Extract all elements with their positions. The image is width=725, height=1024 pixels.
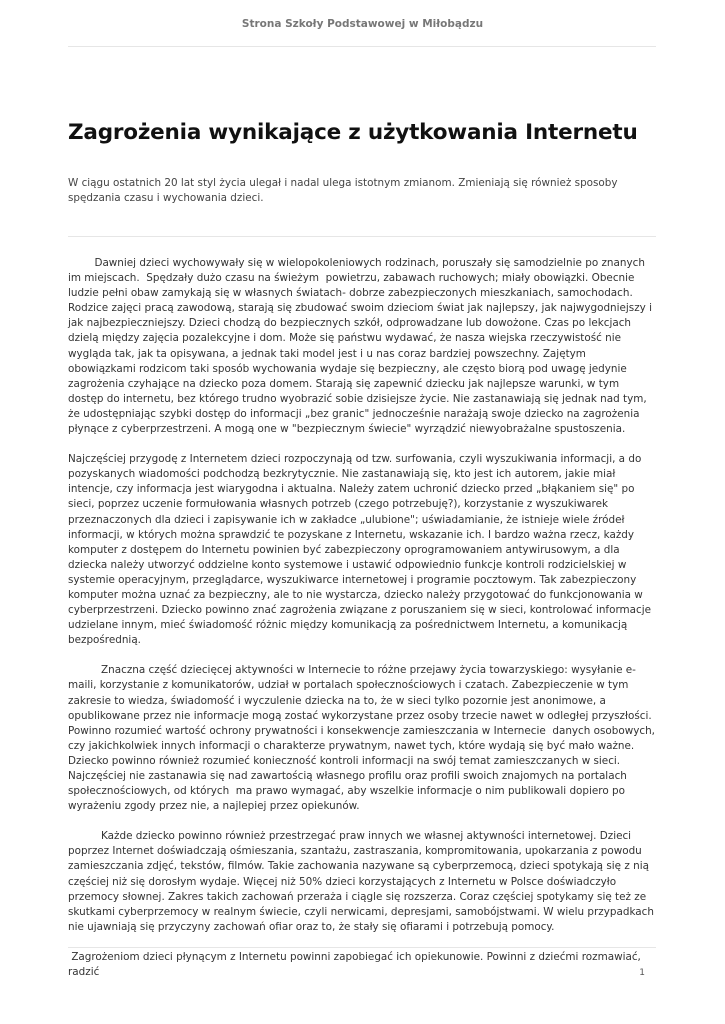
article-intro: W ciągu ostatnich 20 lat styl życia ulegał i nadal ulega istotnym zmianom. Zmieniają się również sposoby spędzania czasu i wychowania dzieci. [68,177,618,204]
intro-divider [68,236,656,237]
body-paragraph: Zagrożeniom dzieci płynącym z Internetu powinni zapobiegać ich opiekunowie. Powinni z dziećmi rozmawiać, radzić [68,950,645,979]
page-title: Zagrożenia wynikające z użytkowania Internetu [68,120,638,145]
body-paragraph: Najczęściej przygodę z Internetem dzieci rozpoczynają od tzw. surfowania, czyli wyszukiwania informacji, a do pozyskanych wiadomości podchodzą bezkrytycznie. Nie zastanawiają się, kto jest ich autorem, jakie miał intencje, czy informacja jest wiarygodna i aktualna. Należy zatem uchronić dziecko przed „błąkaniem się" po sieci, poprzez uczenie formułowania własnych potrzeb (czego potrzebuję?), korzystanie z wyszukiwarek przeznaczonych dla dzieci i zapisywanie ich w zakładce „ulubione"; uświadamianie, że istnieje wiele źródeł informacji, w których można sprawdzić te pozyskane z Internetu, wskazanie ich. I bardzo ważna rzecz, każdy komputer z dostępem do Internetu powinien być zabezpieczony oprogramowaniem antywirusowym, a dla dziecka należy utworzyć oddzielne konto systemowe i ustawić odpowiednio funkcje kontroli rodzicielskiej w systemie operacyjnym, przeglądarce, wyszukiwarce internetowej i programie pocztowym. Tak zabezpieczony komputer można uznać za bezpieczny, ale to nie wystarcza, dziecko należy przygotować do funkcjonowania w cyberprzestrzeni. Dziecko powinno znać zagrożenia związane z poruszaniem się w sieci, kontrolować informacje udzielane innym, mieć świadomość różnic między komunikacją za pośrednictwem Internetu, a komunikacją bezpośrednią. [68,453,652,647]
body-paragraph: Każde dziecko powinno również przestrzegać praw innych we własnej aktywności internetowej. Dzieci poprzez Internet doświadczają ośmieszania, szantażu, zastraszania, kompromitowania, upokarzania z powodu zamieszczania zdjęć, tekstów, filmów. Takie zachowania nazywane są cyberprzemocą, dzieci spotykają się z nią częściej niż się dorosłym wydaje. Więcej niż 50% dzieci korzystających z Internetu w Polsce doświadczyło przemocy słownej. Zakres takich zachowań przeraża i ciągle się rozszerza. Coraz częściej spotykamy się też ze skutkami cyberprzemocy w realnym świecie, czyli nerwicami, depresjami, samobójstwami. W wielu przypadkach nie ujawniają się przyczyny zachowań ofiar oraz to, że stały się ofiarami i potrzebują pomocy. [68,830,658,933]
body-paragraph: Dawniej dzieci wychowywały się w wielopokoleniowych rodzinach, poruszały się samodzielnie po znanych im miejscach. Spędzały dużo czasu na świeżym powietrzu, zabawach ruchowych; miały obowiązki. Obecnie ludzie pełni obaw zamykają się w własnych światach- dobrze zabezpieczonych mieszkaniach, samochodach. Rodzice zajęci pracą zawodową, starają się zbudować swoim dzieciom świat jak najlepszy, jak najwygodniejszy i jak najbezpieczniejszy. Dzieci chodzą do bezpiecznych szkół, odprowadzane lub dowożone. Czas po lekcjach dzielą między zajęcia pozalekcyjne i dom. Może się państwu wydawać, że nasza wiejska rzeczywistość nie wygląda tak, jak ta opisywana, a jednak taki model jest i u nas coraz bardziej powszechny. Zajętym obowiązkami rodzicom taki sposób wychowania wydaje się bezpieczny, ale często biorą pod uwagę jedynie zagrożenia czyhające na dziecko poza domem. Starają się zapewnić dziecku jak najlepsze warunki, w tym dostęp do internetu, bez którego trudno wyobrazić sobie dzisiejsze życie. Nie zastanawiają się jednak nad tym, że udostępniając szybki dostęp do informacji „bez granic" jednocześnie narażają swoje dziecko na zagrożenia płynące z cyberprzestrzeni. A mogą one w "bezpiecznym świecie" wyrządzić niewyobrażalne spustoszenia. [68,257,656,436]
body-paragraph: Znaczna część dziecięcej aktywności w Internecie to różne przejawy życia towarzyskiego: wysyłanie e- maili, korzystanie z komunikatorów, udział w portalach społecznościowych i czatach. Zabezpieczenie w tym zakresie to wiedza, świadomość i wyczulenie dziecka na to, że w sieci tylko pozornie jest anonimowe, a opublikowane przez nie informacje mogą zostać wykorzystane przez osoby trzecie nawet w odległej przyszłości. Powinno rozumieć wartość ochrony prywatności i konsekwencje zamieszczania w Internecie danych osobowych, czy jakichkolwiek innych informacji o charakterze prywatnym, nawet tych, które wydają się być mało ważne. Dziecko powinno również rozumieć konieczność kontroli informacji na swój temat zamieszczanych w sieci. Najczęściej nie zastanawia się nad zawartością własnego profilu oraz profili swoich znajomych na portalach społecznościowych, od których ma prawo wymagać, aby wszelkie informacje o nim publikowali dopiero po wyrażeniu zgody przez nie, a najlepiej przez opiekunów. [68,664,659,813]
site-name: Strona Szkoły Podstawowej w Miłobądzu [241,18,484,30]
article-body [68,256,659,995]
site-header [0,18,725,30]
page-number: 1 [639,968,645,978]
footer-divider [68,947,656,948]
header-divider [68,46,656,47]
